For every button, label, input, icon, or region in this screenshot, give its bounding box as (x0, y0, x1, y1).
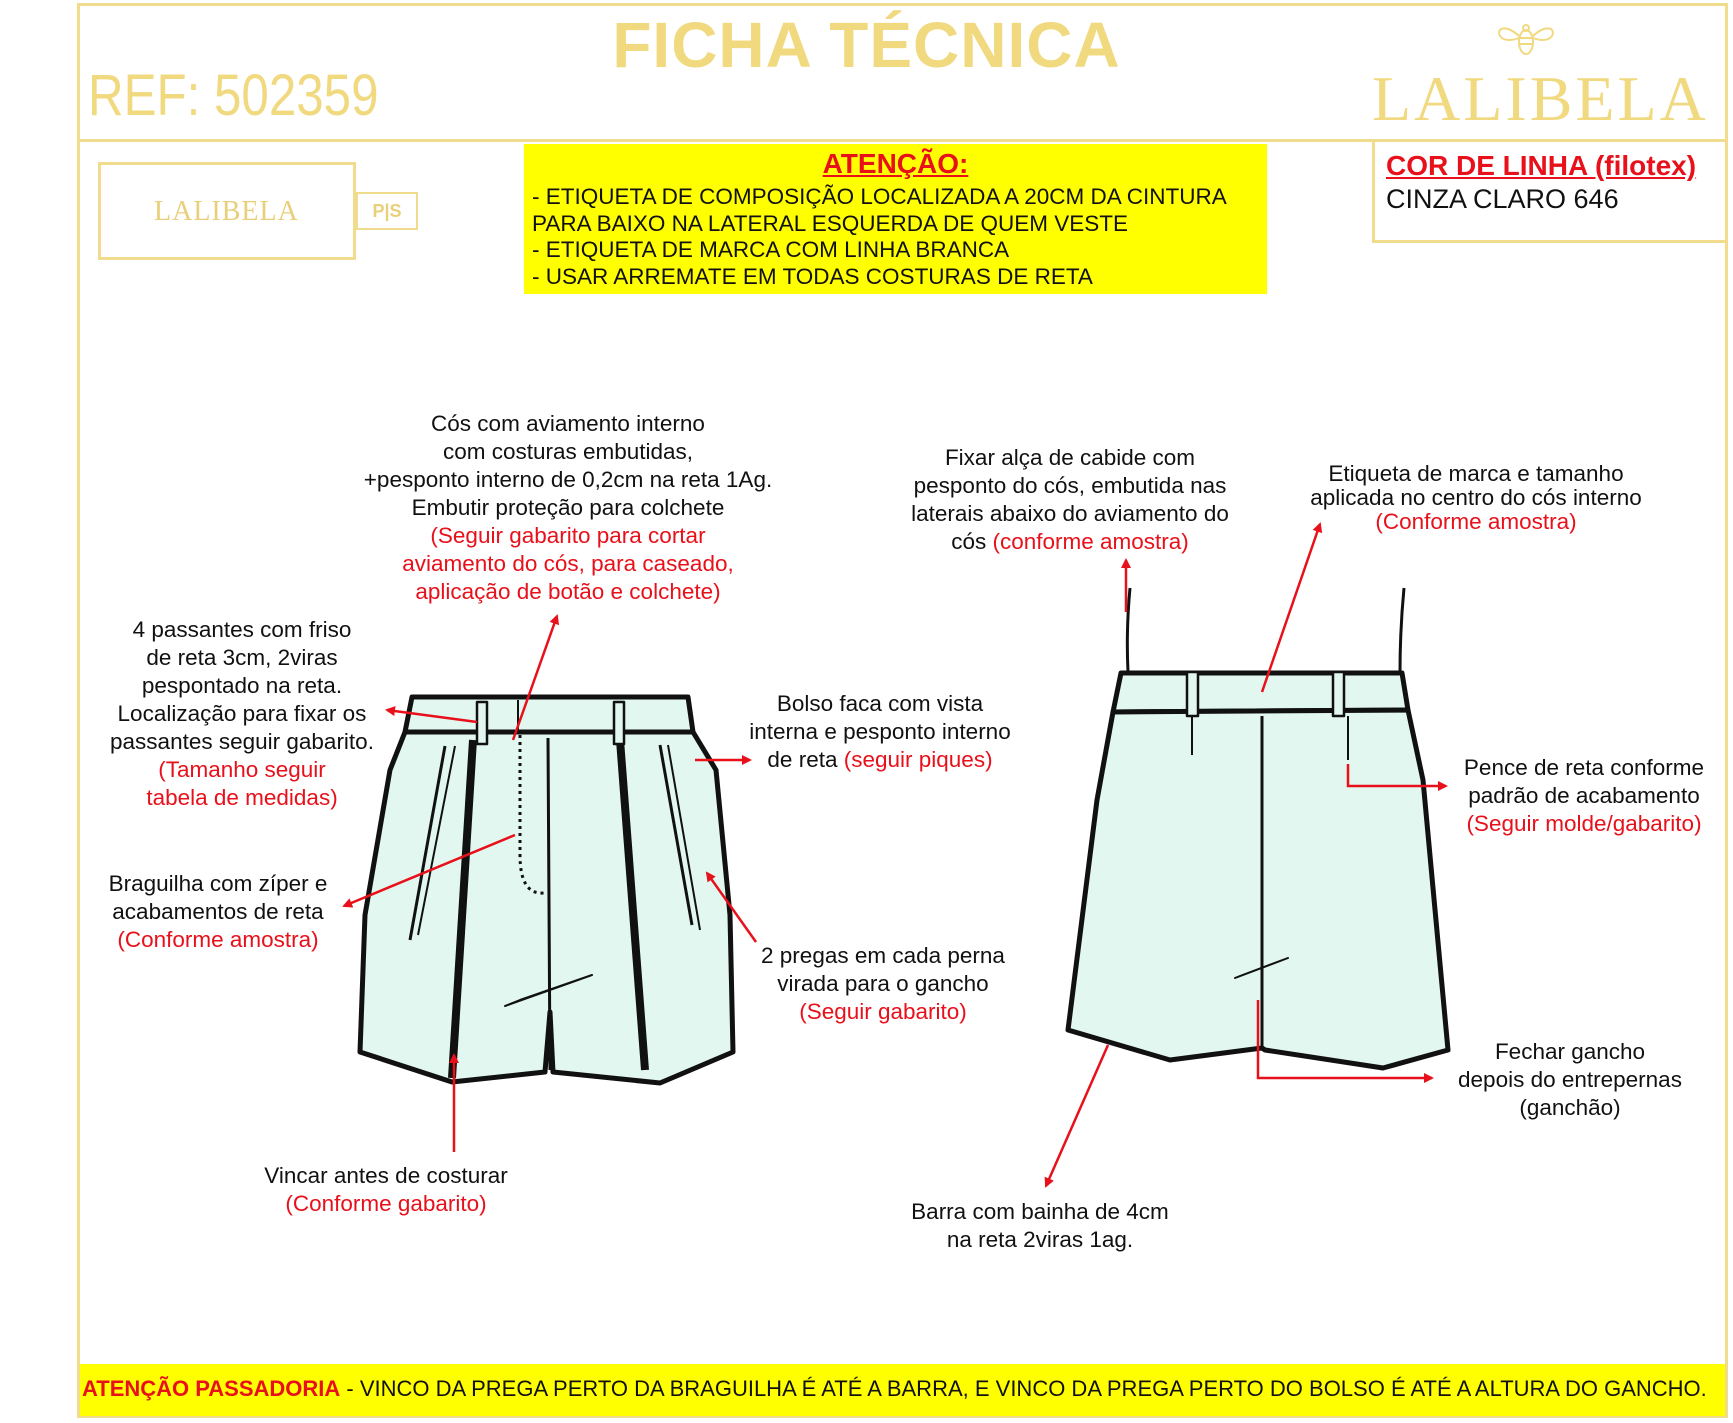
note-waistband (330, 410, 806, 606)
note-line: de reta (seguir piques) (767, 747, 993, 772)
note-line-red: (Conforme amostra) (1375, 509, 1577, 534)
note-line: depois do entrepernas (1458, 1067, 1682, 1092)
note-crotch (1440, 1038, 1700, 1122)
front-shorts-drawing (360, 697, 733, 1083)
note-line: padrão de acabamento (1468, 783, 1700, 808)
note-dart (1444, 754, 1724, 838)
note-line: passantes seguir gabarito. (110, 729, 374, 754)
note-line: Localização para fixar os (117, 701, 367, 726)
attention-line: - USAR ARREMATE EM TODAS COSTURAS DE RETA (532, 263, 1093, 289)
note-line-red: (Seguir molde/gabarito) (1466, 811, 1702, 836)
note-brand-label (1284, 462, 1668, 534)
back-shorts-drawing (1068, 588, 1448, 1068)
note-line: aplicada no centro do cós interno (1310, 485, 1642, 510)
note-line: +pesponto interno de 0,2cm na reta 1Ag. (363, 467, 773, 492)
reference-code: REF: 502359 (88, 63, 379, 128)
note-crease (236, 1162, 536, 1218)
footer-message: - VINCO DA PREGA PERTO DA BRAGUILHA É ATÉ A BARRA, E VINCO DA PREGA PERTO DO BOLSO É ATÉ A ALTURA DO GANCHO. (340, 1376, 1707, 1401)
note-line: Cós com aviamento interno (431, 411, 705, 436)
footer-label: ATENÇÃO PASSADORIA (82, 1376, 341, 1401)
note-line-red: (Seguir gabarito para cortar (430, 523, 706, 548)
note-line: Fixar alça de cabide com (944, 445, 1196, 470)
note-fly (90, 870, 346, 954)
note-line: Embutir proteção para colchete (411, 495, 725, 520)
note-line: com costuras embutidas, (442, 439, 694, 464)
note-line-red: (Conforme amostra) (117, 927, 319, 952)
note-line: virada para o gancho (777, 971, 989, 996)
note-line: Etiqueta de marca e tamanho (1328, 461, 1624, 486)
brand-logo-text: LALIBELA (1372, 63, 1709, 134)
note-hem (880, 1198, 1200, 1254)
attention-title: ATENÇÃO: (822, 148, 969, 179)
attention-line: PARA BAIXO NA LATERAL ESQUERDA DE QUEM VESTE (532, 210, 1129, 236)
attention-line: - ETIQUETA DE MARCA COM LINHA BRANCA (532, 237, 1010, 262)
note-belt-loops (90, 616, 394, 812)
note-line: na reta 2viras 1ag. (946, 1227, 1134, 1252)
note-hanger-loop (880, 444, 1260, 556)
footer-text (82, 1376, 1707, 1402)
thread-color-value: CINZA CLARO 646 (1386, 184, 1619, 214)
note-line: pespontado na reta. (141, 673, 343, 698)
label-size-tag: P|S (356, 192, 418, 230)
note-line: pesponto do cós, embutida nas (913, 473, 1227, 498)
note-line: Vincar antes de costurar (264, 1163, 508, 1188)
note-line: (ganchão) (1519, 1095, 1621, 1120)
thread-color-title: COR DE LINHA (filotex) (1386, 150, 1697, 181)
note-line: laterais abaixo do aviamento do (911, 501, 1229, 526)
note-line: cós (conforme amostra) (951, 529, 1189, 554)
note-line-red: (Seguir gabarito) (799, 999, 967, 1024)
note-line: Fechar gancho (1494, 1039, 1646, 1064)
note-line-red: tabela de medidas) (146, 785, 338, 810)
note-pleats (738, 942, 1028, 1026)
note-line: Bolso faca com vista (776, 691, 984, 716)
label-brand-text: LALIBELA (154, 196, 299, 227)
note-line-red: (Tamanho seguir (158, 757, 326, 782)
note-line: Braguilha com zíper e (108, 871, 328, 896)
note-line: interna e pesponto interno (749, 719, 1011, 744)
attention-line: - ETIQUETA DE COMPOSIÇÃO LOCALIZADA A 20CM DA CINTURA (532, 184, 1227, 209)
note-pocket (730, 690, 1030, 774)
note-line: Pence de reta conforme (1463, 755, 1705, 780)
note-line: 4 passantes com friso (132, 617, 352, 642)
note-line: 2 pregas em cada perna (761, 943, 1005, 968)
note-line: de reta 3cm, 2viras (146, 645, 338, 670)
note-line-red: aplicação de botão e colchete) (415, 579, 721, 604)
note-line: Barra com bainha de 4cm (911, 1199, 1169, 1224)
note-line-red: (Conforme gabarito) (285, 1191, 487, 1216)
note-line: acabamentos de reta (112, 899, 324, 924)
note-line-red: aviamento do cós, para caseado, (402, 551, 734, 576)
page-title: FICHA TÉCNICA (612, 9, 1121, 81)
